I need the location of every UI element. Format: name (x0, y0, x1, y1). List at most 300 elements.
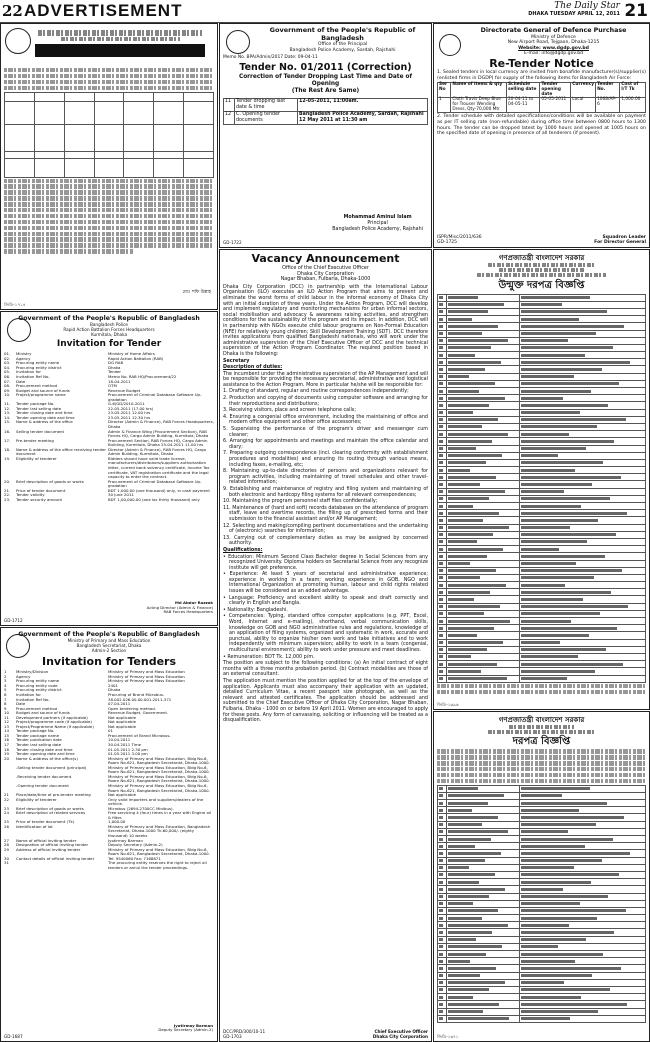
tender-row-num: 14 (4, 728, 9, 734)
qualification-item: • Experience: At least 5 years of secretarial and administrative experience; experience in working in a team; working experience in GOB, NGO and International Organization at promoting human, labour and child rights related issues will be considered as an added advantage. (223, 571, 428, 595)
page-label: 22 (2, 2, 23, 20)
text-line (439, 454, 443, 457)
table-row (438, 807, 646, 814)
tender-row-key: Tender opening date and time (16, 751, 75, 757)
text-line (439, 303, 443, 306)
emblem-seal-icon (439, 34, 461, 56)
tender-row-value: 07.04.2011 (108, 701, 131, 707)
table-row (438, 857, 646, 864)
column-header: Currency (571, 83, 596, 98)
text-line (448, 909, 498, 912)
text-line (439, 996, 443, 999)
table-row (438, 510, 646, 517)
table-row (438, 675, 646, 682)
table-row (438, 1001, 646, 1008)
ad-ref: জিডি-১৬৭১ (437, 1033, 459, 1039)
text-line (439, 569, 443, 572)
website-link[interactable]: Website: www.dgdp.gov.bd (518, 45, 589, 51)
tender-row-value: The procuring entity reserves the right to reject all tenders or annul the tender proceedings. (108, 860, 207, 870)
text-line (521, 663, 623, 666)
text-line (448, 404, 489, 407)
tender-row-num: 7 (4, 696, 7, 702)
text-line (448, 368, 485, 371)
text-line (448, 454, 502, 457)
text-line (439, 931, 443, 934)
table-row (438, 373, 646, 380)
table-row (438, 553, 646, 560)
text-line (521, 433, 569, 436)
address: Kurmitola, Dhaka (90, 332, 128, 338)
rab-tender-ad (0, 311, 218, 626)
tender-row-num: 11 (4, 714, 9, 720)
text-line (521, 627, 617, 630)
sign-office: RAB Forces Headquarters (163, 609, 213, 615)
text-line (439, 823, 443, 826)
duty-item: 6. Arranging for appointments and meetings and maintain the office calendar and diary; (223, 438, 428, 450)
text-line (439, 332, 443, 335)
text-line (521, 440, 614, 443)
tender-row-value: Ministry of Primary and Mass Education (108, 673, 185, 679)
text-line (448, 960, 470, 963)
text-line (521, 917, 597, 920)
ref-2: GD-1725 (437, 240, 458, 245)
text-line (439, 591, 443, 594)
tender-row-num: 06. (4, 374, 11, 380)
tender-row-num: 6 (4, 692, 7, 698)
text-line (439, 787, 443, 790)
tender-row-value: Ministry of Primary and Mass Education (108, 678, 185, 684)
text-line (439, 960, 443, 963)
text-line (448, 490, 505, 493)
text-line (448, 569, 496, 572)
tender-row-num: 15. (4, 419, 11, 425)
text-line (448, 533, 493, 536)
text-line (439, 924, 443, 927)
table-row (438, 1008, 646, 1015)
police-academy-ad (219, 23, 432, 248)
text-line (439, 663, 443, 666)
text-line (521, 1017, 570, 1020)
row-num: 12 (224, 112, 235, 125)
tender-row-num: 5 (4, 687, 7, 693)
table-row (438, 416, 646, 423)
text-line (521, 318, 579, 321)
table-row (438, 929, 646, 936)
table-row (438, 828, 646, 835)
sign-title: Deputy Secretary (Admin-2) (158, 1027, 213, 1033)
tender-row-value: Bidders should have valid trade license, manufacturers/distributors/suppliers authorization letter, current bank solvency certificate, Income Tax certificate, VAT registration certificate and the legal capacity to enter the contract. (108, 455, 210, 480)
text-line (448, 296, 478, 299)
hq: Bangladesh Police (89, 322, 129, 327)
table-row (438, 922, 646, 929)
text-line (521, 411, 580, 414)
text-line (448, 361, 501, 364)
text-line (439, 397, 443, 400)
table-row (438, 800, 646, 807)
text-line (439, 953, 443, 956)
text-line (439, 830, 443, 833)
table-row (438, 589, 646, 596)
text-line (439, 627, 443, 630)
text-line (439, 368, 443, 371)
table-cell: 1068/AP-6 (596, 98, 620, 113)
tender-row-key: Agency (16, 673, 31, 679)
text-line (521, 787, 590, 790)
corporation: Dhaka City Corporation (297, 270, 354, 277)
vacancy-signature (373, 1029, 428, 1039)
tender-row-num: 21. (4, 487, 11, 493)
gov-title: Government of the People's Republic of Bangladesh (18, 315, 200, 322)
tender-row-value: 2401 (108, 682, 118, 688)
text-line (521, 425, 597, 428)
table-row (438, 517, 646, 524)
text-line (448, 605, 500, 608)
text-line (448, 519, 483, 522)
text-line (439, 461, 443, 464)
tender-row-value: Not applicable (108, 723, 137, 729)
table-row (438, 915, 646, 922)
text-line (521, 816, 624, 819)
text-line (448, 397, 505, 400)
table-cell: 20-04-11 to 04-05-11 (506, 98, 539, 113)
text-line (448, 512, 499, 515)
page-header (0, 0, 650, 23)
text-line (448, 1003, 499, 1006)
ad-title: Vacancy Announcement (251, 252, 400, 265)
text-line (439, 938, 443, 941)
table-row (438, 316, 646, 323)
table-row (438, 814, 646, 821)
tender-row-value: Dhaka (108, 364, 121, 370)
tender-row-key: Contact details of official inviting tender (16, 855, 95, 861)
column-header: Ser No (438, 83, 451, 98)
text-line (448, 627, 494, 630)
tender-row-num: 13. (4, 410, 11, 416)
tender-row-key: Brief description of related services (16, 810, 86, 816)
table-row (438, 618, 646, 625)
text-line (448, 332, 482, 335)
table-row (438, 330, 646, 337)
text-line (439, 1017, 443, 1020)
text-line (448, 838, 491, 841)
tender-row-key: Address of official inviting tender (16, 846, 81, 852)
text-line (448, 873, 495, 876)
text-line (521, 881, 591, 884)
tender-row-value: 22-05-2011 (17.00 hrs) (108, 405, 154, 411)
tender-row-num: 30 (4, 855, 9, 861)
table-row (438, 603, 646, 610)
table-row (438, 907, 646, 914)
text-line (439, 440, 443, 443)
text-line (439, 670, 443, 673)
tender-row-key: Invitation for (16, 369, 41, 375)
tender-row-num: 17. (4, 437, 11, 443)
position-title: Secretary (223, 357, 250, 364)
text-line (521, 838, 613, 841)
text-line (448, 938, 476, 941)
text-line (439, 852, 443, 855)
text-line (448, 390, 479, 393)
application-instructions: The application must mention the position applied for at the top of the envelope of application. Applicants must also accompany their application with an updated, detailed Curriculum Vitae, a recent passport size photograph, as well as the relevant and attested certificates. The application should be addressed and submitted to the Chief Executive Officer of Dhaka City Corporation, Nagar Bhaban, Fulbaria, Dhaka - 1000 on or before 19 April 2011. Women are encouraged to apply for these posts. Any form of canvassing, soliciting or influencing will be treated as a disqualification. (223, 677, 428, 724)
text-line (448, 469, 470, 472)
text-line (448, 548, 503, 551)
tender-row-key: Tender closing date and time (16, 746, 73, 752)
email-link[interactable]: E-mail: info@dgdp.gov.bd (523, 51, 584, 57)
tender-row-value: 23-05-2011 12.00 hrs (108, 410, 151, 416)
table-row (438, 467, 646, 474)
text-line (448, 663, 497, 666)
table-row (438, 380, 646, 387)
bengali-table (4, 92, 214, 178)
tender-row-num: 2 (4, 673, 7, 679)
text-line (439, 390, 443, 393)
tender-row-key: Name & address of the office(s) (16, 755, 78, 761)
tender-row-key: Identification of lot (16, 823, 53, 829)
table-row (438, 495, 646, 502)
text-line (439, 425, 443, 428)
table-row (438, 943, 646, 950)
table-row (438, 792, 646, 799)
emblem-seal-icon (6, 634, 30, 658)
table-row (438, 409, 646, 416)
text-line (521, 346, 613, 349)
text-line (521, 339, 568, 342)
text-line (448, 555, 487, 558)
tender-row-key: Project/programme name (16, 392, 66, 398)
text-line (521, 960, 575, 963)
qualification-item: • Remuneration: BDT Tk. 12,000 p/m. (223, 653, 315, 660)
text-line (521, 303, 562, 306)
text-line (439, 620, 443, 623)
text-line (448, 440, 492, 443)
tender-row-value: Ministry of Primary and Mass Education, Bldg No-6, Room No-621, Bangladesh Secretariat, Dhaka-1000. (108, 846, 210, 857)
text-line (439, 346, 443, 349)
text-line (521, 902, 580, 905)
tender-row-value: Free servicing 4 (four) times in a year with Engine oil & filter. (108, 810, 212, 820)
text-line (448, 794, 504, 797)
gov-title: Government of the People's Republic of Bangladesh (18, 631, 200, 638)
table-cell: Cloth Travis Deep Blue for Trouser Wending Dress, Qty-70,000 Mtr (451, 98, 507, 113)
text-line (521, 512, 627, 515)
sign-title: Squadron Leader (602, 235, 646, 240)
text-line (448, 924, 508, 927)
qualification-item: • Nationality: Bangladeshi. (223, 606, 288, 613)
text-line (439, 310, 443, 313)
emblem-seal-icon (7, 318, 31, 342)
table-row (438, 632, 646, 639)
tender-row-num: 16. (4, 428, 11, 434)
text-line (521, 461, 603, 464)
tender-row-num: 16 (4, 737, 9, 743)
text-line (448, 461, 486, 464)
table-row (438, 294, 646, 301)
text-line (521, 612, 600, 615)
text-line (521, 598, 583, 601)
text-line (521, 931, 614, 934)
tender-row-key: Ministry/Division (16, 669, 49, 675)
text-line (439, 519, 443, 522)
tender-row-num (4, 775, 16, 784)
table-row (438, 445, 646, 452)
correction-table (223, 98, 428, 125)
text-line (439, 648, 443, 651)
text-line (439, 325, 443, 328)
text-line (448, 677, 507, 680)
text-line (448, 447, 476, 450)
emblem-seal-icon (226, 30, 250, 54)
text-line (439, 382, 443, 385)
text-line (521, 605, 628, 608)
text-line (521, 852, 630, 855)
tender-row-num: 18 (4, 746, 9, 752)
unit: Rapid Action Battalion Forces Headquarters (63, 327, 155, 333)
text-line (439, 881, 443, 884)
tender-row-value: OTM (108, 383, 117, 389)
tender-row-num (4, 766, 16, 775)
text-line (521, 845, 585, 848)
table-row (438, 301, 646, 308)
table-row (438, 610, 646, 617)
text-line (448, 433, 508, 436)
tender-row-value: Memo No. RAB HQ/Procurement/22 (108, 374, 177, 380)
text-line (521, 548, 559, 551)
ministry: Ministry of Defence (531, 34, 576, 40)
page-number: 21 (624, 1, 648, 21)
tender-row-value: Ministry of Primary and Mass Education (108, 669, 185, 675)
text-line (439, 873, 443, 876)
tender-row-key: Date (16, 378, 26, 384)
duty-item: 3. Receiving visitors, place and screen telephone calls; (223, 407, 356, 414)
text-line (448, 310, 488, 313)
tender-row-value: 18-04-2011 (108, 378, 131, 384)
text-line (521, 924, 569, 927)
text-line (521, 823, 596, 826)
text-line (521, 454, 558, 457)
tender-row-key: -Selling tender document (principal) (16, 764, 87, 770)
issue-date: DHAKA TUESDAY APRIL 12, 2011 (528, 11, 620, 17)
text-line (521, 873, 619, 876)
tender-row-num: 21 (4, 792, 9, 798)
tender-row-value: BDT 1,000.00 (one thousand) only, in cash payment (108, 487, 210, 493)
text-line (439, 598, 443, 601)
text-line (448, 802, 488, 805)
tender-row-value: 38.002.026.00.00.001.2011-371 (108, 696, 172, 702)
gov-title: গণপ্রজাতন্ত্রী বাংলাদেশ সরকার (498, 254, 585, 262)
table-row (438, 431, 646, 438)
duty-item: 11. Maintenance of (hard and soft) records databases on the attendance of program staff, leave and overtime records, the filling up of prescribed forms and their submission to the financial assistant and/or AP Management; (223, 504, 428, 522)
text-line (521, 382, 619, 385)
text-line (521, 325, 624, 328)
text-line (439, 296, 443, 299)
text-line (521, 483, 592, 486)
table-row (438, 886, 646, 893)
paper-name: The Daily Star (554, 1, 620, 11)
table-row (438, 986, 646, 993)
text-line (439, 375, 443, 378)
text-line (448, 648, 487, 651)
table-row (438, 452, 646, 459)
tender-row-key: Tender last selling date (16, 405, 62, 411)
text-line (448, 325, 498, 328)
tender-row-num: 02. (4, 355, 11, 361)
bengali-signatory: মোঃ শফি উল্লাহ (182, 289, 211, 295)
table-row (438, 423, 646, 430)
table-cell: Local (571, 98, 596, 113)
text-line (521, 447, 586, 450)
text-line (439, 902, 443, 905)
tender-row-num: 03. (4, 360, 11, 366)
tender-row-value: Deputy Secretary (Admin-2) (108, 842, 163, 848)
tender-row-num: 4 (4, 682, 7, 688)
table-row (438, 596, 646, 603)
tender-row (4, 861, 214, 870)
tender-row-key (16, 861, 108, 870)
ad-ref (223, 1029, 265, 1039)
section: Admin-2 Section (91, 648, 127, 654)
text-line (521, 562, 576, 565)
text-line (521, 569, 622, 572)
text-line (439, 909, 443, 912)
text-line (521, 655, 578, 658)
tender-row-value: Ministry of Primary and Mass Education, Bldg No-6, Room No-621, Bangladesh Secretariat, Dhaka-1000. (108, 782, 210, 793)
text-line (439, 490, 443, 493)
text-line (448, 1010, 483, 1013)
emblem-seal-icon (5, 28, 31, 54)
text-line (448, 598, 474, 601)
text-line (521, 540, 587, 543)
notice-title: Re-Tender Notice (489, 56, 594, 70)
text-line (439, 540, 443, 543)
tender-row-value: Not applicable (108, 714, 137, 720)
text-line (448, 981, 505, 984)
table-row (438, 395, 646, 402)
duty-item: 13. Carrying out of complementary duties as may be assigned by concerned authority. (223, 534, 428, 547)
tender-row-num: 04. (4, 364, 11, 370)
tender-row-value: G-6/GD/2010-2011 (108, 401, 145, 407)
bengali-ad-mid-right (433, 249, 650, 710)
tender-row-key: Development partners (if applicable) (16, 714, 88, 720)
table-row (438, 438, 646, 445)
office: Office of the Chief Executive Officer (282, 265, 369, 271)
tender-row-key: Invitation for (16, 692, 41, 698)
duties-intro: The incumbent under the administrative supervision of the AP Management and will be responsible for providing the necessary secretarial, administrative and logistical assistance to the Action Program. More in particular he/she will be responsible for: (223, 370, 428, 388)
text-line (448, 823, 482, 826)
qualification-item: • Language: Proficiency and excellent ability to speak and draft correctly and clearly in English and Bangla. (223, 594, 428, 607)
tender-row-num: 3 (4, 678, 7, 684)
table-cell: 1,000.00 (620, 98, 646, 113)
duties-heading: Description of duties: (223, 364, 283, 371)
ministry: Ministry of Primary and Mass Education (67, 638, 151, 643)
text-line (439, 895, 443, 898)
tender-row-key: Ministry (16, 351, 32, 357)
tender-row-value: Rapid Action Battalion (RAB) (108, 355, 164, 361)
tender-row-value: 01 (108, 728, 113, 734)
tender-row-value: Director (Admin & Finance), RAB Forces Headquarters, Dhaka (108, 419, 214, 430)
tender-row-value: DG RAB (108, 360, 124, 366)
text-line (439, 809, 443, 812)
sign-title: Acting Director (Admin & Finance) (146, 604, 213, 610)
memo: Memo No. BPA/Admin/2017 Date: 09-04-11 (223, 55, 318, 61)
tender-row-value: Ministry of Primary and Mass Education, Bangladesh Secretariat, Dhaka-1000 Tk.60,000/- (eighty thousand) 10 weeks (108, 823, 211, 838)
tender-row-num: 23 (4, 805, 9, 811)
text-line (448, 1017, 509, 1020)
duty-item: 9. Establishing and maintenance of registry and filing system and maintaining of both electronic and hardcopy filing systems for all relevant correspondences; (223, 485, 428, 498)
duty-item: 4. Ensuring a congenial office environment, including the maintaining of office and modern office equipment and other office accessories; (223, 413, 428, 426)
text-line (439, 967, 443, 970)
text-line (521, 670, 595, 673)
table-row (438, 388, 646, 395)
table-row (438, 344, 646, 351)
